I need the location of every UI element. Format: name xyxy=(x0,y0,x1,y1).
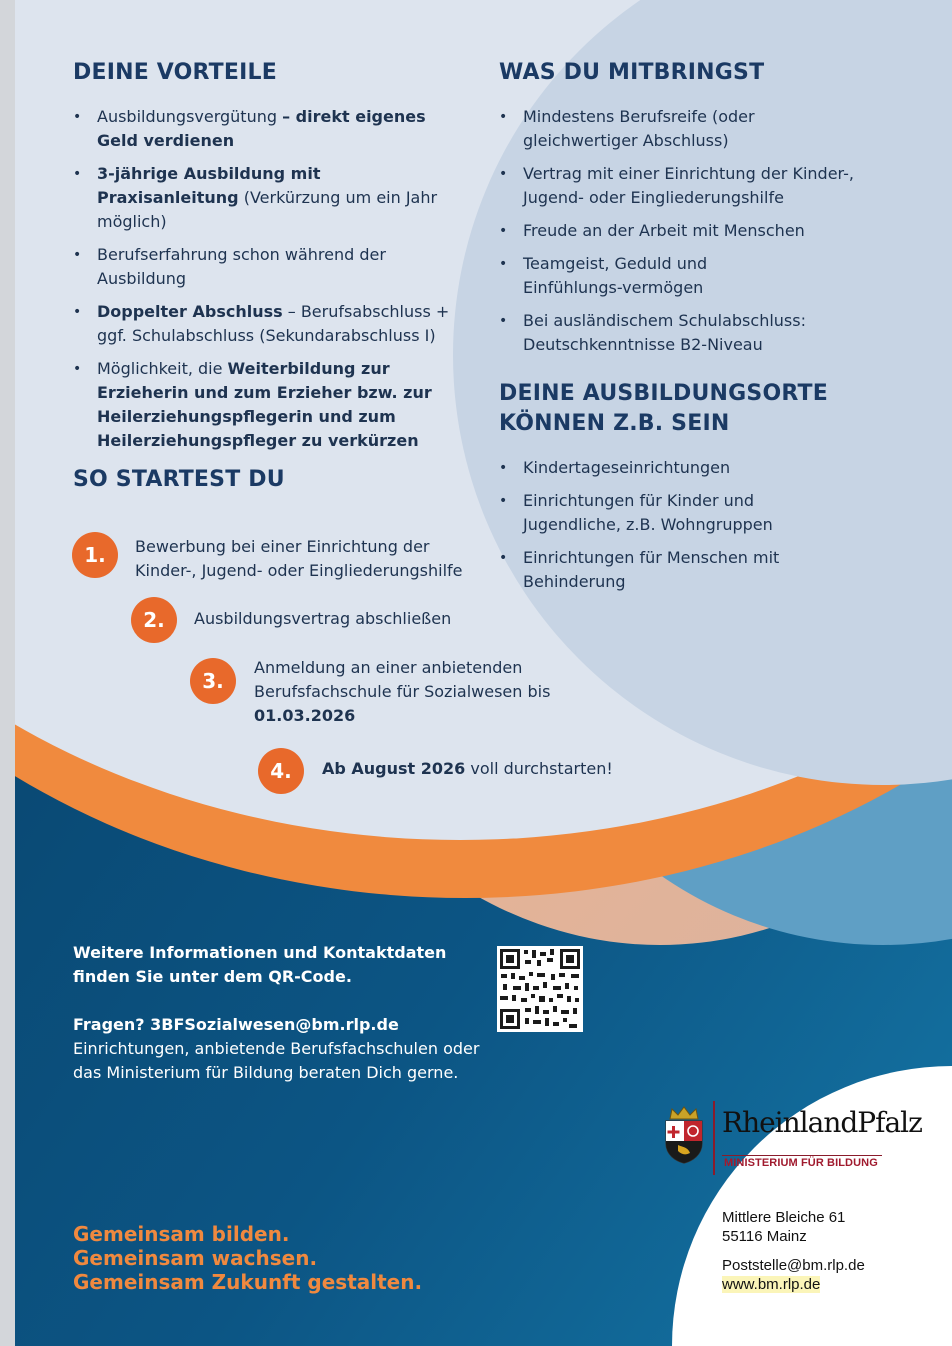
orte-heading: DEINE AUSBILDUNGSORTE KÖNNEN Z.B. SEIN xyxy=(499,381,828,436)
contact-text: Fragen? 3BFSozialwesen@bm.rlp.de Einrichtungen, anbietende Berufsfachschulen oder das Ministerium für Bildung beraten Dich gerne. xyxy=(73,1015,480,1082)
list-item: • Einrichtungen für Menschen mit Behinderung xyxy=(499,546,879,594)
slogan: Gemeinsam bilden. Gemeinsam wachsen. Gemeinsam Zukunft gestalten. xyxy=(73,1222,423,1294)
list-item: • Berufserfahrung schon während der Ausbildung xyxy=(73,243,453,291)
info-text: Weitere Informationen und Kontaktdaten finden Sie unter dem QR-Code. xyxy=(73,943,447,986)
step-4-badge: 4. xyxy=(258,748,304,794)
step-1-badge: 1. xyxy=(72,532,118,578)
list-item: • Möglichkeit, die Weiterbildung zur Erzieherin und zum Erzieher bzw. zur Heilerziehungspflegerin und zum Heilerziehungspfleger zu verkürzen xyxy=(73,357,453,453)
logo-divider xyxy=(713,1101,715,1175)
step-3-text: Anmeldung an einer anbietenden Berufsfachschule für Sozialwesen bis 01.03.2026 xyxy=(254,658,551,725)
contact-block xyxy=(722,1256,865,1294)
list-item: • Einrichtungen für Kinder und Jugendliche, z.B. Wohngruppen xyxy=(499,489,879,537)
list-item: • Ausbildungsvergütung – direkt eigenes Geld verdienen xyxy=(73,105,453,153)
coat-of-arms-icon xyxy=(662,1105,706,1165)
address-block: Mittlere Bleiche 61 55116 Mainz xyxy=(722,1209,846,1245)
ministry-name: MINISTERIUM FÜR BILDUNG xyxy=(724,1157,878,1169)
vorteile-heading: DEINE VORTEILE xyxy=(73,60,277,85)
step-1-text: Bewerbung bei einer Einrichtung der Kinder-, Jugend- oder Eingliederungshilfe xyxy=(135,537,463,580)
list-item: • Bei ausländischem Schulabschluss: Deutschkenntnisse B2-Niveau xyxy=(499,309,869,357)
list-item: • Freude an der Arbeit mit Menschen xyxy=(499,219,869,243)
list-item: • Vertrag mit einer Einrichtung der Kinder-, Jugend- oder Eingliederungshilfe xyxy=(499,162,869,210)
step-2-badge: 2. xyxy=(131,597,177,643)
step-2-text: Ausbildungsvertrag abschließen xyxy=(194,609,452,628)
list-item: • Doppelter Abschluss – Berufsabschluss + ggf. Schulabschluss (Sekundarabschluss I) xyxy=(73,300,453,348)
web-link[interactable]: www.bm.rlp.de xyxy=(722,1276,821,1293)
start-heading: SO STARTEST DU xyxy=(73,467,285,492)
step-3-badge: 3. xyxy=(190,658,236,704)
mitbringst-heading: WAS DU MITBRINGST xyxy=(499,60,765,85)
contact-email[interactable]: Fragen? 3BFSozialwesen@bm.rlp.de xyxy=(73,1015,399,1034)
list-item: • Kindertageseinrichtungen xyxy=(499,456,879,480)
ministry-underline xyxy=(722,1155,882,1156)
mitbringst-list xyxy=(499,105,869,366)
orte-list xyxy=(499,456,879,603)
vorteile-list xyxy=(73,105,453,462)
step-4-text: Ab August 2026 voll durchstarten! xyxy=(322,759,613,778)
qr-code[interactable] xyxy=(497,946,583,1032)
email-link[interactable]: Poststelle@bm.rlp.de xyxy=(722,1257,865,1274)
list-item: • 3-jährige Ausbildung mit Praxisanleitung (Verkürzung um ein Jahr möglich) xyxy=(73,162,453,234)
list-item: • Mindestens Berufsreife (oder gleichwertiger Abschluss) xyxy=(499,105,869,153)
list-item: • Teamgeist, Geduld und Einfühlungs-vermögen xyxy=(499,252,869,300)
rlp-wordmark: RheinlandPfalz xyxy=(722,1106,922,1139)
left-margin-strip xyxy=(0,0,15,1346)
